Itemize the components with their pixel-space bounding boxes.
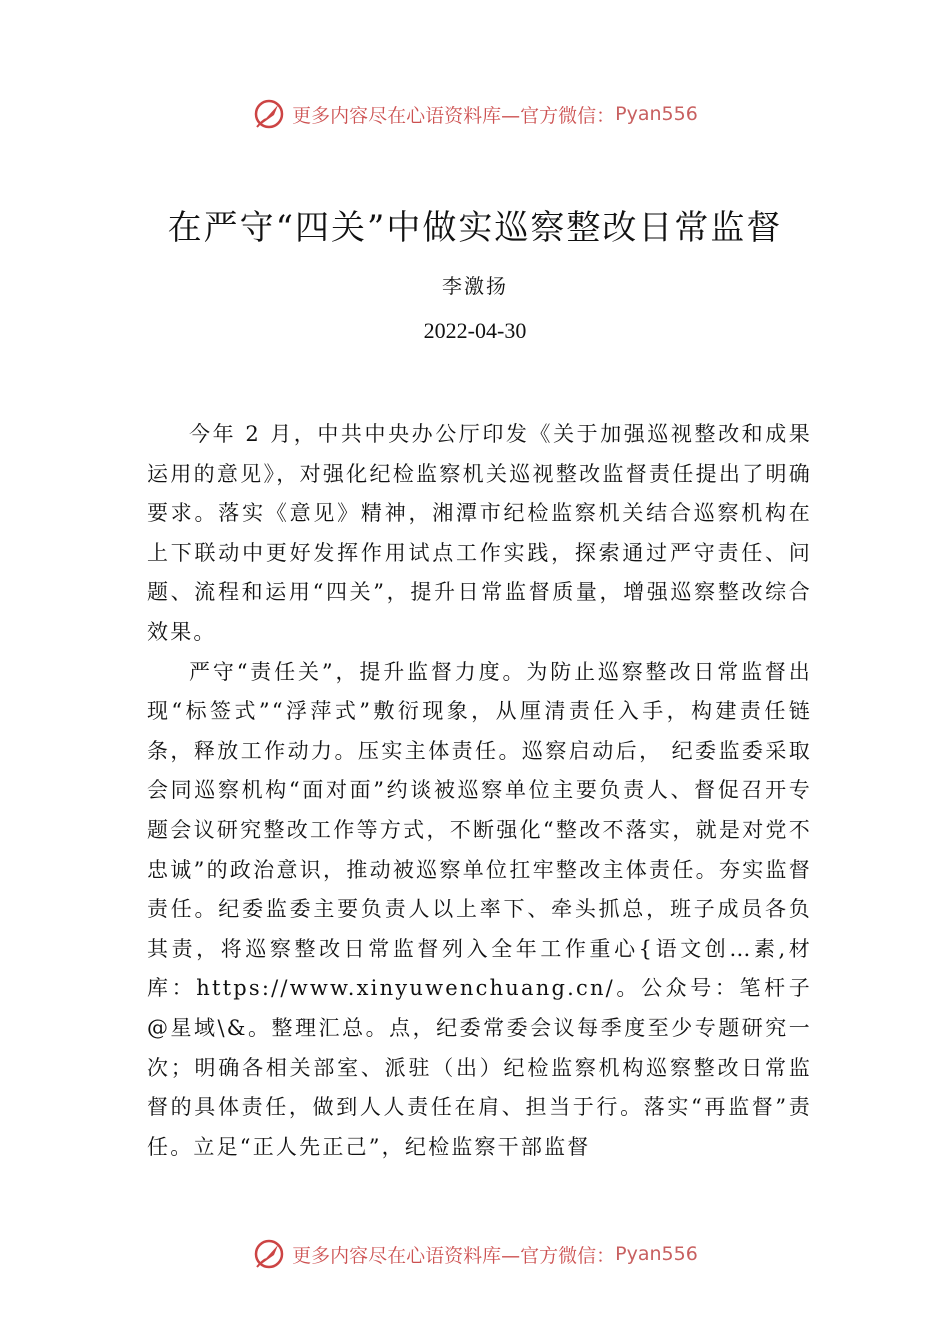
- banner-text: 更多内容尽在心语资料库—官方微信：: [292, 1244, 616, 1267]
- banner-wechat-id: Pyan556: [615, 1243, 698, 1265]
- article-title: 在严守“四关”中做实巡察整改日常监督: [167, 208, 783, 248]
- article-body: [147, 415, 812, 1167]
- paragraph-2: 严守“责任关”，提升监督力度。为防止巡察整改日常监督出现“标签式”“浮萍式”敷衍现象，从厘清责任入手，构建责任链条，释放工作动力。压实主体责任。巡察启动后， 纪委监委采取会同巡察机构“面对面”约谈被巡察单位主要负责人、督促召开专题会议研究整改工作等方式，不断强化“整改不落实，就是对党不忠诚”的政治意识，推动被巡察单位扛牢整改主体责任。夯实监督责任。纪委监委主要负责人以上率下、牵头抓总，班子成员各负其责，将巡察整改日常监督列入全年工作重心{语文创…素,材库：https://www.xinyuwenchuang.cn/。公众号：笔杆子@星域\&。整理汇总。点，纪委常委会议每季度至少专题研究一次；明确各相关部室、派驻（出）纪检监察机构巡察整改日常监督的具体责任，做到人人责任在肩、担当于行。落实“再监督”责任。立足“正人先正己”，纪检监察干部监督: [147, 659, 812, 1159]
- header-watermark-banner: [0, 94, 950, 134]
- banner-text: 更多内容尽在心语资料库—官方微信：: [292, 104, 616, 127]
- article-date: 2022-04-30: [423, 318, 527, 343]
- banner-wechat-id: Pyan556: [615, 103, 698, 125]
- paragraph-1: 今年 2 月，中共中央办公厅印发《关于加强巡视整改和成果运用的意见》，对强化纪检监察机关巡视整改监督责任提出了明确要求。落实《意见》精神，湘潭市纪检监察机关结合巡察机构在上下联动中更好发挥作用试点工作实践，探索通过严守责任、问题、流程和运用“四关”，提升日常监督质量，增强巡察整改综合效果。: [147, 422, 812, 644]
- quill-logo-icon: [252, 97, 286, 131]
- footer-watermark-banner: [0, 1234, 950, 1274]
- quill-logo-icon: [252, 1237, 286, 1271]
- article-author: 李激扬: [442, 274, 508, 298]
